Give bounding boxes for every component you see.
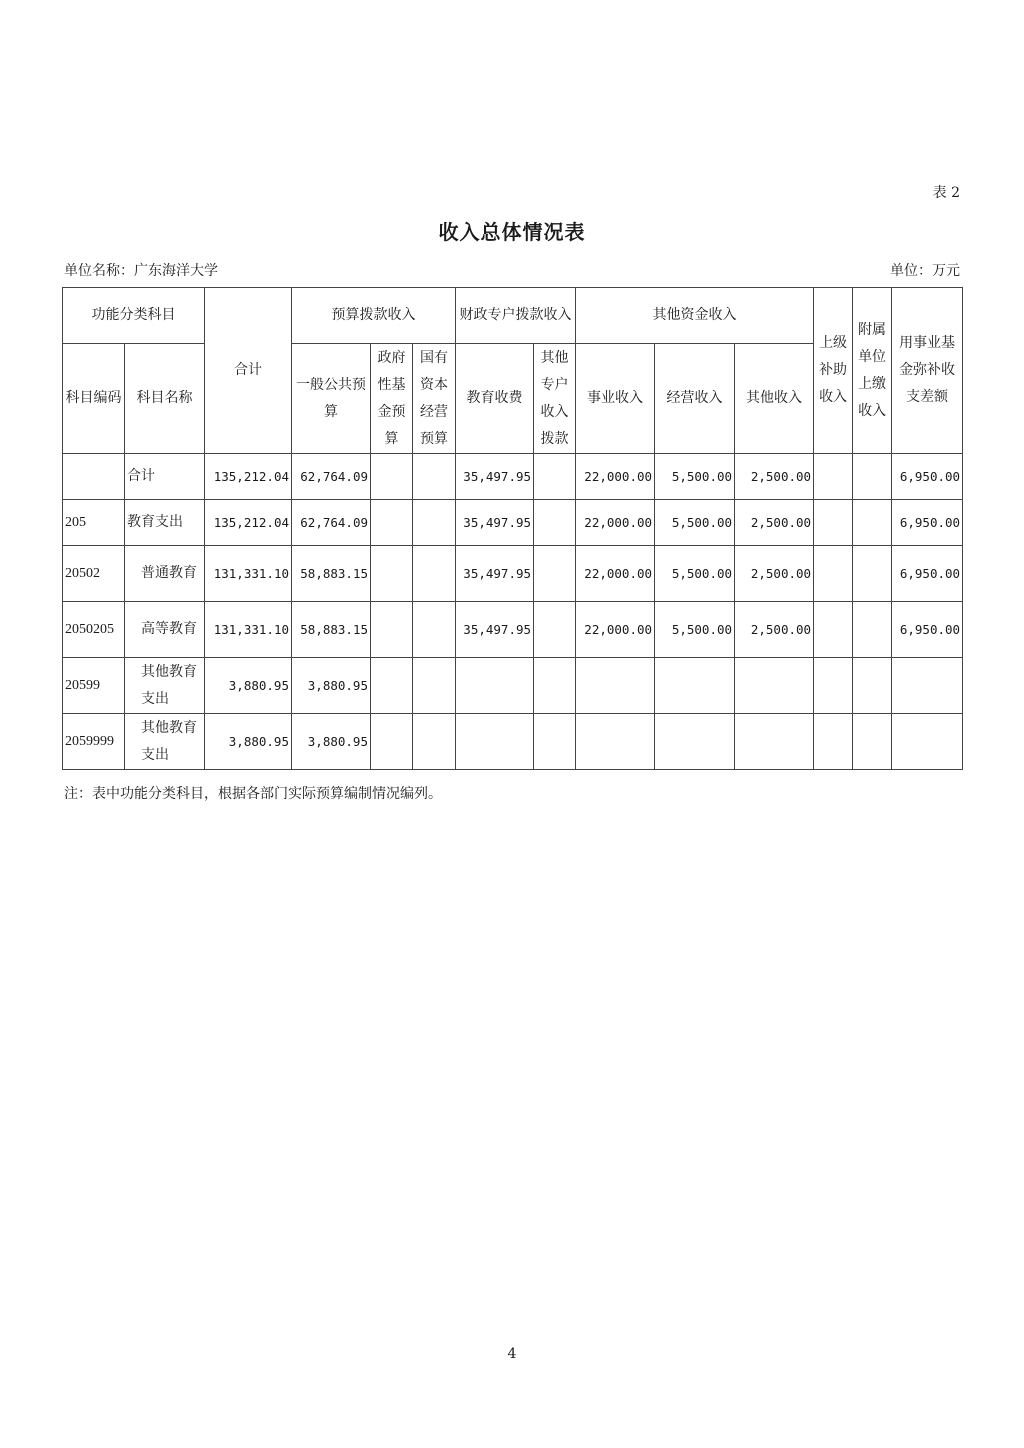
cell-other-income: 2,500.00 [735,454,814,500]
cell-fund-makeup [892,714,963,770]
unit-label: 单位：万元 [890,263,960,279]
cell-name [125,546,205,602]
cell-gov-fund [371,714,413,770]
cell-operating-income: 5,500.00 [655,500,735,546]
cell-total: 135,212.04 [205,454,292,500]
header-budget-group: 预算拨款收入 [292,288,456,344]
cell-state-capital [413,714,456,770]
header-other-income: 其他收入 [735,344,814,454]
cell-name [125,714,205,770]
cell-affiliated-income [853,500,892,546]
cell-affiliated-income [853,714,892,770]
cell-fund-makeup: 6,950.00 [892,546,963,602]
cell-superior-subsidy [814,500,853,546]
table-row [63,546,963,602]
cell-general-public: 62,764.09 [292,454,371,500]
cell-name [125,602,205,658]
cell-code: 2050205 [63,602,125,658]
cell-affiliated-income [853,454,892,500]
cell-other-fiscal [534,602,576,658]
table-row [63,714,963,770]
cell-business-income: 22,000.00 [576,546,655,602]
cell-superior-subsidy [814,546,853,602]
table-row [63,602,963,658]
header-row-1 [63,288,963,344]
cell-name-text: 普通教育 [141,565,197,581]
header-fund-makeup: 用事业基金弥补收支差额 [892,288,963,454]
cell-general-public: 58,883.15 [292,546,371,602]
cell-general-public: 58,883.15 [292,602,371,658]
cell-operating-income: 5,500.00 [655,546,735,602]
cell-total: 3,880.95 [205,658,292,714]
header-other-fiscal: 其他专户收入拨款 [534,344,576,454]
header-name: 科目名称 [125,344,205,454]
cell-code: 20599 [63,658,125,714]
header-superior-subsidy: 上级补助收入 [814,288,853,454]
cell-edu-fee: 35,497.95 [456,546,534,602]
cell-edu-fee: 35,497.95 [456,602,534,658]
cell-name: 合计 [125,454,205,500]
cell-business-income [576,658,655,714]
cell-edu-fee: 35,497.95 [456,500,534,546]
cell-general-public: 3,880.95 [292,658,371,714]
cell-business-income [576,714,655,770]
cell-other-fiscal [534,500,576,546]
cell-other-fiscal [534,454,576,500]
header-operating-income: 经营收入 [655,344,735,454]
cell-name-text: 其他教育支出 [141,719,197,763]
cell-total: 131,331.10 [205,546,292,602]
cell-superior-subsidy [814,658,853,714]
cell-state-capital [413,454,456,500]
header-func-group: 功能分类科目 [63,288,205,344]
footnote: 注：表中功能分类科目，根据各部门实际预算编制情况编列。 [64,786,442,802]
cell-total: 135,212.04 [205,500,292,546]
cell-gov-fund [371,602,413,658]
cell-code: 205 [63,500,125,546]
table-number: 表 2 [932,185,960,201]
cell-gov-fund [371,500,413,546]
cell-fund-makeup: 6,950.00 [892,454,963,500]
cell-other-fiscal [534,714,576,770]
cell-operating-income [655,658,735,714]
cell-business-income: 22,000.00 [576,602,655,658]
cell-total: 3,880.95 [205,714,292,770]
cell-edu-fee [456,714,534,770]
header-business-income: 事业收入 [576,344,655,454]
cell-superior-subsidy [814,454,853,500]
cell-name-text: 其他教育支出 [141,663,197,707]
cell-operating-income: 5,500.00 [655,602,735,658]
header-fiscal-group: 财政专户拨款收入 [456,288,576,344]
unit-name: 单位名称：广东海洋大学 [64,263,218,279]
cell-other-income [735,658,814,714]
header-state-capital: 国有资本经营预算 [413,344,456,454]
header-code: 科目编码 [63,344,125,454]
cell-other-fiscal [534,546,576,602]
cell-affiliated-income [853,658,892,714]
cell-fund-makeup: 6,950.00 [892,500,963,546]
page-title: 收入总体情况表 [438,220,586,244]
cell-operating-income [655,714,735,770]
cell-operating-income: 5,500.00 [655,454,735,500]
table-row [63,500,963,546]
cell-other-income: 2,500.00 [735,546,814,602]
table-row [63,454,963,500]
income-table [62,287,963,770]
cell-gov-fund [371,546,413,602]
cell-name-text: 高等教育 [141,621,197,637]
cell-fund-makeup: 6,950.00 [892,602,963,658]
header-gov-fund: 政府性基金预算 [371,344,413,454]
cell-business-income: 22,000.00 [576,454,655,500]
header-affiliated-income: 附属单位上缴收入 [853,288,892,454]
cell-other-income: 2,500.00 [735,602,814,658]
header-general-public: 一般公共预算 [292,344,371,454]
cell-affiliated-income [853,602,892,658]
cell-other-income [735,714,814,770]
header-total: 合计 [205,288,292,454]
cell-state-capital [413,658,456,714]
cell-name: 教育支出 [125,500,205,546]
header-other-group: 其他资金收入 [576,288,814,344]
cell-total: 131,331.10 [205,602,292,658]
cell-state-capital [413,546,456,602]
cell-other-income: 2,500.00 [735,500,814,546]
page-number: 4 [507,1346,517,1362]
cell-business-income: 22,000.00 [576,500,655,546]
cell-edu-fee [456,658,534,714]
cell-gov-fund [371,454,413,500]
cell-code [63,454,125,500]
cell-superior-subsidy [814,602,853,658]
cell-state-capital [413,602,456,658]
cell-edu-fee: 35,497.95 [456,454,534,500]
cell-fund-makeup [892,658,963,714]
cell-gov-fund [371,658,413,714]
table-row [63,658,963,714]
cell-general-public: 62,764.09 [292,500,371,546]
cell-affiliated-income [853,546,892,602]
cell-code: 20502 [63,546,125,602]
cell-code: 2059999 [63,714,125,770]
cell-state-capital [413,500,456,546]
cell-name [125,658,205,714]
header-edu-fee: 教育收费 [456,344,534,454]
cell-superior-subsidy [814,714,853,770]
cell-general-public: 3,880.95 [292,714,371,770]
cell-other-fiscal [534,658,576,714]
